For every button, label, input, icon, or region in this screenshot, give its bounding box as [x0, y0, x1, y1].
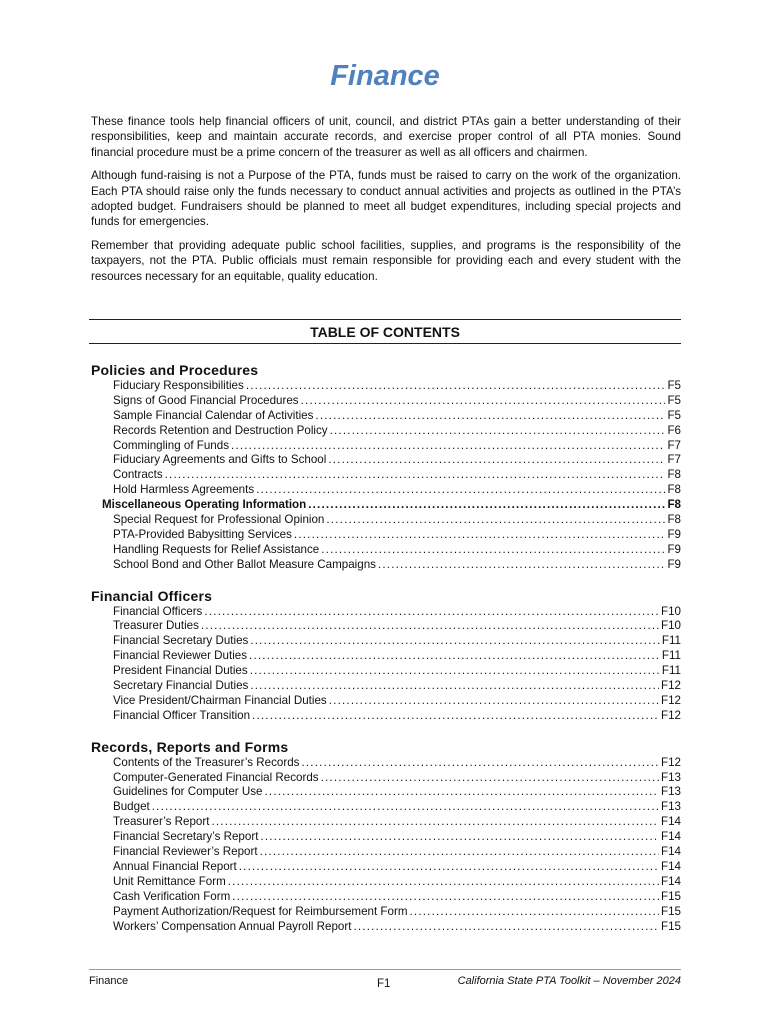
toc-section-title: Records, Reports and Forms: [91, 738, 289, 755]
toc-entry[interactable]: [91, 771, 681, 786]
toc-entry-label: Computer-Generated Financial Records: [113, 770, 319, 784]
toc-entry-label: Signs of Good Financial Procedures: [113, 393, 299, 407]
toc-entry-label: Financial Reviewer’s Report: [113, 845, 258, 859]
toc-entry[interactable]: [91, 528, 681, 543]
toc-dot-leader: [201, 619, 659, 634]
toc-heading: TABLE OF CONTENTS: [89, 319, 681, 344]
toc-dot-leader: [409, 905, 659, 920]
toc-dot-leader: [250, 679, 659, 694]
intro-text: [91, 114, 681, 292]
toc-entry-page: F15: [661, 904, 681, 918]
toc-entry-label: Unit Remittance Form: [113, 874, 226, 888]
toc-entry-page: F13: [661, 800, 681, 814]
toc-dot-leader: [239, 860, 659, 875]
toc-dot-leader: [252, 709, 659, 724]
toc-entry-page: F8: [667, 468, 681, 482]
toc-dot-leader: [326, 513, 665, 528]
toc-entry-label: Fiduciary Responsibilities: [113, 379, 244, 392]
toc-dot-leader: [228, 875, 659, 890]
toc-entry[interactable]: [91, 860, 681, 875]
toc-entry-label: Secretary Financial Duties: [113, 679, 249, 693]
toc-entry-page: F9: [667, 542, 681, 556]
toc-entry-label: Sample Financial Calendar of Activities: [113, 408, 314, 422]
toc-dot-leader: [329, 694, 659, 709]
page-number: F1: [377, 978, 391, 990]
toc-entry-label: Treasurer Duties: [113, 619, 199, 633]
toc-entry[interactable]: [91, 664, 681, 679]
toc-dot-leader: [246, 379, 666, 394]
footer-right: California State PTA Toolkit – November 2024: [457, 975, 681, 987]
toc-entry-label: Commingling of Funds: [113, 438, 229, 452]
toc-entry-label: Contracts: [113, 468, 163, 482]
toc-entry[interactable]: [91, 649, 681, 664]
toc-dot-leader: [321, 771, 659, 786]
toc-entry-page: F15: [661, 889, 681, 903]
toc-entry-label: Records Retention and Destruction Policy: [113, 423, 328, 437]
toc-entry-label: Vice President/Chairman Financial Duties: [113, 693, 327, 707]
toc-entry-page: F5: [667, 393, 681, 407]
toc-dot-leader: [265, 785, 660, 800]
toc-entry-label: Financial Secretary’s Report: [113, 830, 259, 844]
toc-entry-label: Hold Harmless Agreements: [113, 483, 255, 497]
toc-entry-page: F12: [661, 755, 681, 769]
toc-entry-page: F5: [667, 408, 681, 422]
toc-entry[interactable]: [91, 453, 681, 468]
toc-entry-label: Guidelines for Computer Use: [113, 785, 263, 799]
toc-entry[interactable]: [91, 830, 681, 845]
toc-entry[interactable]: [91, 468, 681, 483]
toc-entry-label: President Financial Duties: [113, 664, 248, 678]
toc-entry[interactable]: [91, 709, 681, 724]
toc-entry-label: Special Request for Professional Opinion: [113, 513, 325, 527]
toc-entry-label: Financial Officer Transition: [113, 708, 251, 722]
toc-dot-leader: [315, 409, 665, 424]
toc-dot-leader: [353, 920, 659, 935]
toc-entry-label: Payment Authorization/Request for Reimbursement Form: [113, 904, 408, 918]
toc-entry[interactable]: [91, 439, 681, 454]
intro-paragraph: Remember that providing adequate public school facilities, supplies, and programs is the responsibility of the taxpayers, not the PTA. Public officials must remain responsible for providing each and every student with the resources necessary for an equitable, quality education.: [91, 238, 681, 283]
toc-entry-label: Fiduciary Agreements and Gifts to School: [113, 453, 327, 467]
toc-entry-page: F11: [661, 649, 681, 663]
toc-entry-page: F14: [661, 830, 681, 844]
toc-entry-label: Handling Requests for Relief Assistance: [113, 542, 320, 556]
toc-entry-page: F5: [667, 379, 681, 392]
toc-entry-page: F12: [661, 708, 681, 722]
toc-dot-leader: [308, 498, 665, 513]
toc-entry-page: F6: [667, 423, 681, 437]
toc-entry[interactable]: [91, 619, 681, 634]
toc-section-title: Financial Officers: [91, 587, 213, 604]
toc-dot-leader: [301, 394, 666, 409]
toc-entry-page: F13: [661, 785, 681, 799]
toc-dot-leader: [330, 424, 666, 439]
toc-entry-label: PTA-Provided Babysitting Services: [113, 527, 292, 541]
toc-entry-page: F14: [661, 874, 681, 888]
toc-entry[interactable]: [91, 483, 681, 498]
toc-entry[interactable]: [91, 875, 681, 890]
toc-dot-leader: [250, 634, 660, 649]
toc-entry[interactable]: [91, 800, 681, 815]
toc-entry-label: Workers’ Compensation Annual Payroll Report: [113, 919, 352, 933]
toc-entry[interactable]: [91, 845, 681, 860]
toc-entry-page: F14: [661, 845, 681, 859]
toc-entry-page: F9: [667, 527, 681, 541]
toc-entry-page: F10: [661, 604, 681, 618]
toc-dot-leader: [260, 845, 659, 860]
toc-entry[interactable]: [91, 890, 681, 905]
toc-entry-label: Financial Reviewer Duties: [113, 649, 248, 663]
toc-entry-label: Budget: [113, 800, 150, 814]
toc-entry-page: F7: [667, 438, 681, 452]
toc-entry-page: F14: [661, 859, 681, 873]
toc-entry[interactable]: [91, 424, 681, 439]
toc-entry-page: F12: [661, 679, 681, 693]
toc-entry[interactable]: [91, 679, 681, 694]
toc-entry-label: School Bond and Other Ballot Measure Campaigns: [113, 557, 376, 571]
toc-entry[interactable]: [91, 394, 681, 409]
toc-entry-page: F13: [661, 770, 681, 784]
toc-entry[interactable]: [91, 634, 681, 649]
toc-entry-page: F11: [661, 634, 681, 648]
toc-entry-page: F9: [667, 557, 681, 571]
toc-entry-label: Cash Verification Form: [113, 889, 231, 903]
toc-entry[interactable]: [91, 513, 681, 528]
toc-section-title: Policies and Procedures: [91, 362, 259, 378]
toc-section-entries: [91, 605, 681, 724]
toc-entry[interactable]: [91, 605, 681, 620]
toc-entry-page: F8: [667, 483, 681, 497]
toc-dot-leader: [231, 439, 665, 454]
toc-section-entries: [91, 756, 681, 935]
table-of-contents: [91, 361, 681, 948]
toc-entry-label: Annual Financial Report: [113, 859, 237, 873]
toc-entry[interactable]: [91, 694, 681, 709]
toc-entry[interactable]: [91, 543, 681, 558]
toc-dot-leader: [250, 664, 660, 679]
toc-dot-leader: [249, 649, 660, 664]
toc-dot-leader: [211, 815, 659, 830]
intro-paragraph: These finance tools help financial officers of unit, council, and district PTAs gain a better understanding of their responsibilities, keep and maintain accurate records, and exercise proper control of all PTA monies. Sound financial procedure must be a prime concern of the treasurer as well as all officers and chairmen.: [91, 115, 681, 159]
toc-entry-page: F14: [661, 815, 681, 829]
toc-entry[interactable]: [91, 558, 681, 573]
toc-entry[interactable]: [91, 785, 681, 800]
toc-entry-page: F15: [661, 919, 681, 933]
toc-dot-leader: [378, 558, 666, 573]
toc-section-entries: [91, 379, 681, 573]
toc-dot-leader: [256, 483, 665, 498]
toc-dot-leader: [321, 543, 665, 558]
toc-entry-page: F8: [667, 498, 681, 512]
intro-paragraph: Although fund-raising is not a Purpose of the PTA, funds must be raised to carry on the work of the organization. Each PTA should raise only the funds necessary to conduct annual activities and projects as outlined in the PTA’s adopted budget. Fundraisers should be planned to meet all budget expenditures, including special projects and funds for emergencies.: [91, 169, 681, 229]
toc-entry-page: F12: [661, 693, 681, 707]
footer-left: Finance: [89, 975, 129, 987]
toc-entry-page: F10: [661, 619, 681, 633]
toc-entry[interactable]: [91, 756, 681, 771]
toc-entry[interactable]: [91, 379, 681, 394]
toc-entry-label: Treasurer’s Report: [113, 815, 210, 829]
toc-dot-leader: [328, 453, 665, 468]
toc-entry[interactable]: [91, 920, 681, 935]
toc-dot-leader: [301, 756, 659, 771]
toc-entry-page: F8: [667, 513, 681, 527]
toc-entry-label: Miscellaneous Operating Information: [102, 498, 307, 512]
toc-dot-leader: [232, 890, 659, 905]
toc-dot-leader: [294, 528, 666, 543]
toc-entry-page: F7: [667, 453, 681, 467]
page-title: Finance: [330, 60, 440, 92]
toc-entry-label: Financial Officers: [113, 604, 203, 618]
toc-dot-leader: [165, 468, 666, 483]
toc-dot-leader: [260, 830, 659, 845]
page-footer: [89, 969, 681, 1000]
toc-dot-leader: [152, 800, 659, 815]
toc-dot-leader: [204, 605, 659, 620]
toc-entry-label: Financial Secretary Duties: [113, 634, 249, 648]
toc-entry[interactable]: [91, 498, 681, 513]
toc-entry-page: F11: [661, 664, 681, 678]
toc-entry[interactable]: [91, 905, 681, 920]
toc-entry[interactable]: [91, 815, 681, 830]
toc-entry[interactable]: [91, 409, 681, 424]
toc-entry-label: Contents of the Treasurer’s Records: [113, 755, 300, 769]
